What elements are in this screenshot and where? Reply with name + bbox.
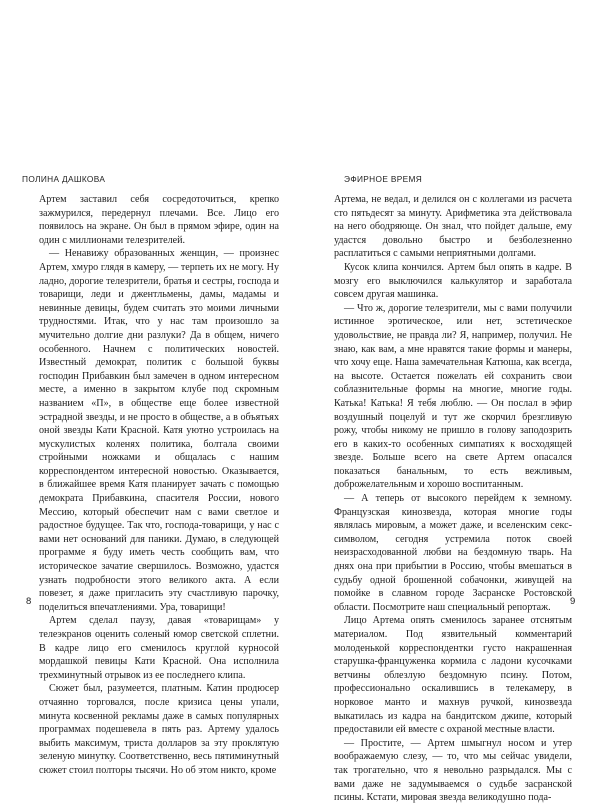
page-number-left: 8 <box>26 596 32 607</box>
paragraph: — А теперь от высокого перейдем к земному. Французская кинозвезда, которая многие годы являлась мировым, а может даже, и вселенским секс-символом, сегодня устремила поток своей неизрасходованной любви на бездомную тварь. На днях она при прибытии в Россию, чтобы вмешаться в судьбу одной брошенной собачонки, живущей на помойке в славном городе Засранске Ростовской области. Посмотрите наш специальный репортаж. <box>334 493 572 613</box>
paragraph: Лицо Артема опять сменилось заранее отснятым материалом. Под язвительный комментарий молоденькой корреспондентки густо накрашенная старушка-француженка кормила с ладони кусочками ветчины облезлую бездомную псину. Потом, профессионально оскалившись в телекамеру, в норковое манто и махнув ручкой, кинозвезда выкатилась из кадра на бандитском джипе, который предоставили ей вместе с охраной местные власти. <box>334 615 572 736</box>
paragraph: Артем сделал паузу, давая «товарищам» у телеэкранов оценить соленый юмор светской сплетни. В кадре лицо его сменилось круглой курносой мордашкой певицы Кати Красной. Она исполнила трехминутный отрывок из ее последнего клипа. <box>39 615 279 681</box>
running-head-author: ПОЛИНА ДАШКОВА <box>22 174 106 184</box>
paragraph: — Ненавижу образованных женщин, — произнес Артем, хмуро глядя в камеру, — терпеть их не могу. Ну ладно, дорогие телезрители, братья и сестры, господа и товарищи, леди и джентльмены, дамы, мадамы и невинные девицы, будем считать это моими личными трудностями. Итак, что у нас там произошло за мучительно долгие дни разлуки? Да в общем, ничего особенного. Начнем с политических новостей. Известный демократ, политик с большой буквы господин Прибавкин был замечен в одном интересном месте, а именно в закрытом клубе под скромным названием «П», в обществе еще более известной эстрадной звезды, и не просто в обществе, а в объятьях оной звезды Кати Красной. Катя уютно устроилась на мускулистых коленях политика, болтала своими стройными ножками и общалась с нашим корреспондентом интересной новостью. Оказывается, в ближайшее время Катя планирует зачать с помощью демократа Прибавкина, спасителя России, нового Мессию, который обеспечит нам с вами светлое и радостное будущее. Так что, господа-товарищи, у нас с вами нет оснований для паники. Думаю, в следующей программе я буду иметь честь сообщить вам, что историческое зачатие свершилось. Возможно, удастся узнать подробности этого великого акта. А если повезет, я даже пригласить эту счастливую парочку, поделиться впечатлениями. Ура, товарищи! <box>39 248 279 613</box>
paragraph: Сюжет был, разумеется, платным. Катин продюсер отчаянно торговался, после кризиса цены упали, минута косвенной рекламы даже в самых популярных программах подешевела в пять раз. Артему удалось выбить максимум, триста долларов за эту проклятую зеленую минутку. Соответственно, весь пятиминутный сюжет стоил полторы тысячи. Но об этом никто, кроме <box>39 683 279 776</box>
running-head-title: ЭФИРНОЕ ВРЕМЯ <box>344 174 423 184</box>
page-number-right: 9 <box>570 596 576 607</box>
paragraph: — Что ж, дорогие телезрители, мы с вами получили истинное эротическое, или нет, эстетическое удовольствие, не правда ли? Я, например, получил. Не знаю, как вам, а мне нравятся такие формы и манеры, что хочу еще. Наша замечательная Катюша, как всегда, на высоте. Остается пожелать ей сохранить свои соблазнительные формы на многие, многие годы. Катька! Катька! Я тебя люблю. — Он послал в эфир воздушный поцелуй и тут же скорчил брезгливую рожу, чтобы никому не пришло в голову заподозрить его в каких-то особенных симпатиях к восходящей звезде. Больше всего на свете Артем опасался показаться банальным, то есть вежливым, доброжелательным и хорошо воспитанным. <box>334 302 572 491</box>
paragraph: Кусок клипа кончился. Артем был опять в кадре. В мозгу его выключился калькулятор и заработала совсем другая машинка. <box>334 261 572 301</box>
paragraph: Артема, не ведал, и делился он с коллегами из расчета сто пятьдесят за минуту. Арифметика эта действовала на него ободряюще. Он знал, что пойдет дальше, ему удастся довольно быстро и безболезненно расплатиться с самыми неприятными долгами. <box>334 194 572 260</box>
left-page <box>0 0 300 776</box>
paragraph: — Простите, — Артем шмыгнул носом и утер воображаемую слезу, — то, что мы сейчас увидели, так трогательно, что я невольно разрыдался. Мы с вами даже не задумываемся о судьбе засранской псины. Кстати, мировая звезда великодушно пода- <box>334 737 572 804</box>
paragraph: Артем заставил себя сосредоточиться, крепко зажмурился, передернул плечами. Все. Лицо его появилось на экране. Он был в прямом эфире, один на один с миллионами телезрителей. <box>39 194 279 246</box>
left-page-text <box>39 193 279 778</box>
right-page-text <box>334 193 572 805</box>
right-page <box>300 0 600 804</box>
